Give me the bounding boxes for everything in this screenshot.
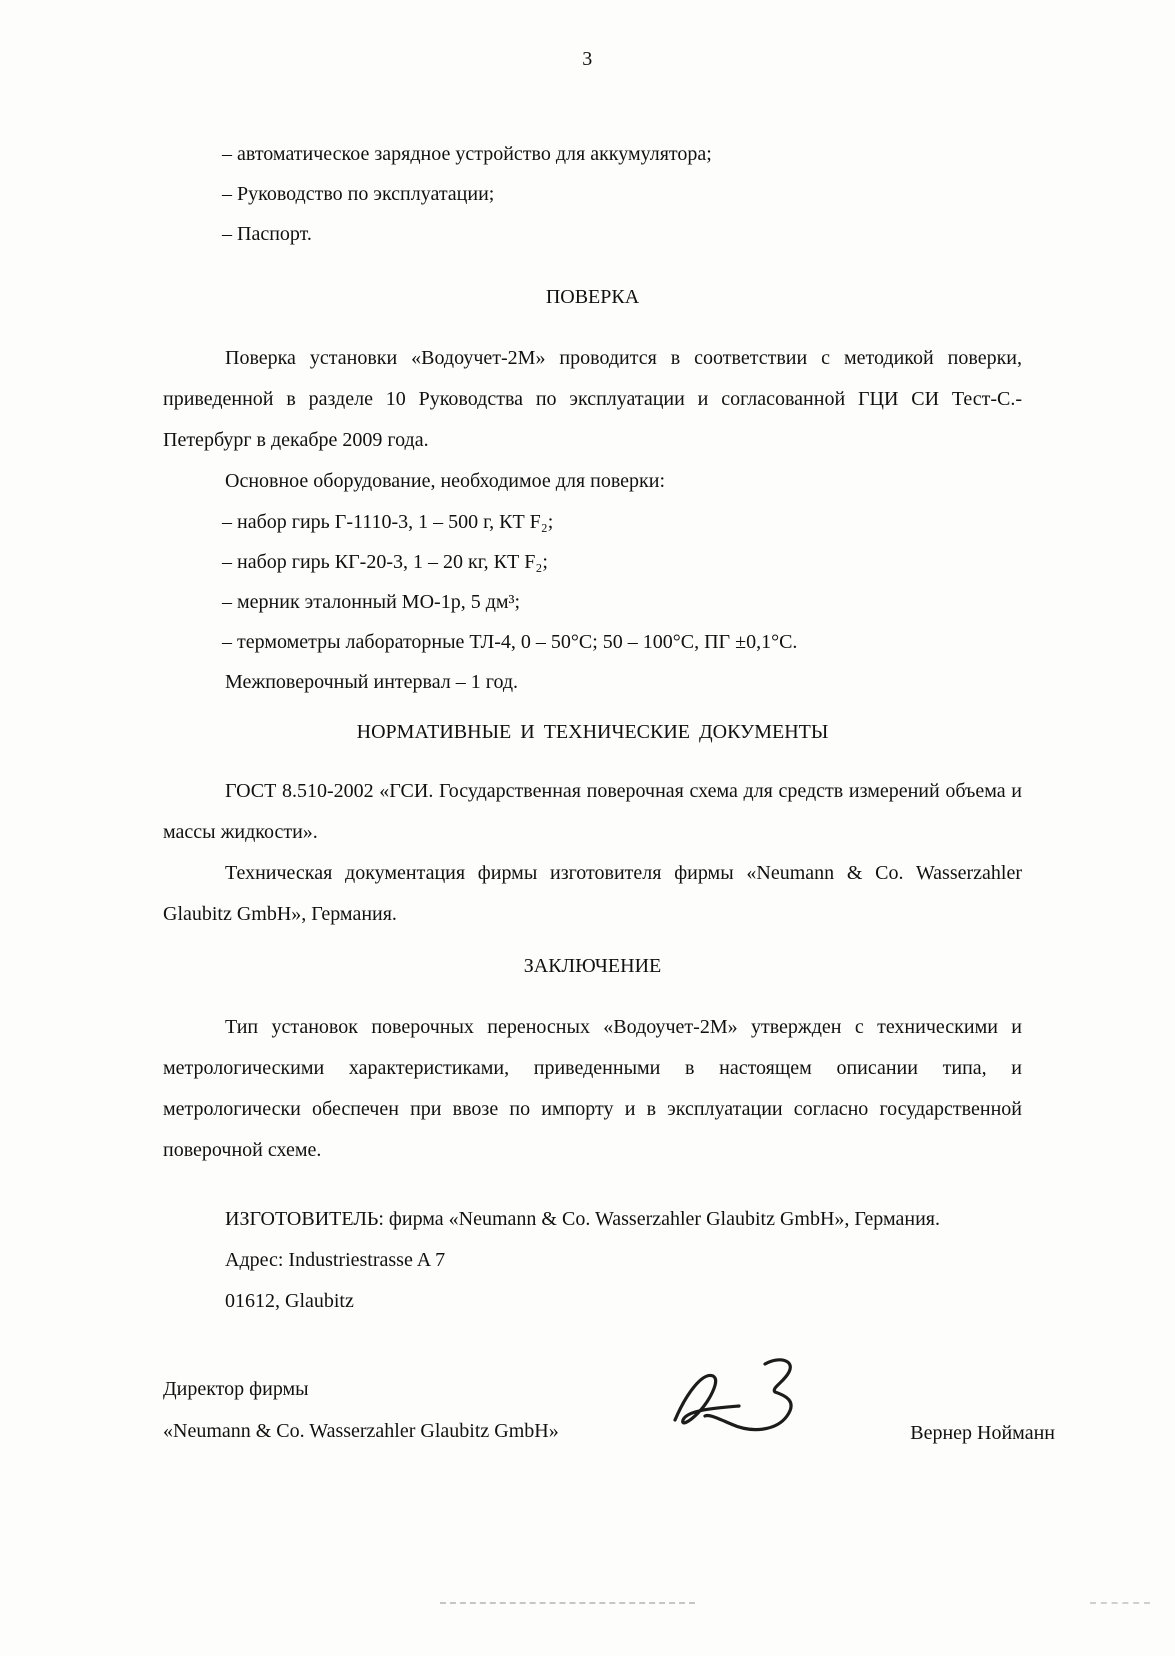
scan-artifact-line [440, 1602, 695, 1604]
signature-block [163, 1368, 1055, 1466]
list-item: – термометры лабораторные ТЛ-4, 0 – 50°С; 50 – 100°С, ПГ ±0,1°С. [222, 631, 798, 653]
manufacturer-block [163, 1199, 1022, 1322]
equipment-list [163, 502, 1022, 662]
signature-icon [669, 1354, 819, 1446]
section-heading-normative: НОРМАТИВНЫЕ И ТЕХНИЧЕСКИЕ ДОКУМЕНТЫ [356, 721, 829, 743]
director-title [163, 1368, 559, 1452]
list-item: – набор гирь КГ-20-3, 1 – 20 кг, КТ F₂; [222, 551, 548, 573]
accessories-list [163, 134, 1022, 254]
signer-name: Вернер Нойманн [910, 1422, 1055, 1444]
list-item: – мерник эталонный МО-1р, 5 дм³; [222, 591, 521, 613]
director-line: Директор фирмы [163, 1378, 309, 1400]
equipment-intro: Основное оборудование, необходимое для поверки: [225, 470, 666, 492]
section-heading-verification: ПОВЕРКА [545, 286, 640, 308]
verification-paragraph: Поверка установки «Водоучет-2М» проводится в соответствии с методикой поверки, приведенной в разделе 10 Руководства по эксплуатации и согласованной ГЦИ СИ Тест-С.-Петербург в декабре 2009 года. [163, 347, 1022, 451]
manufacturer-line: ИЗГОТОВИТЕЛЬ: фирма «Neumann & Co. Wasserzahler Glaubitz GmbH», Германия. [225, 1208, 940, 1230]
list-item: – автоматическое зарядное устройство для аккумулятора; [222, 143, 712, 165]
manufacturer-address-line: Адрес: Industriestrasse A 7 [225, 1249, 446, 1271]
list-item: – Паспорт. [222, 223, 312, 245]
document-content [0, 134, 1175, 1322]
page-number: 3 [582, 48, 593, 70]
manufacturer-city-line: 01612, Glaubitz [225, 1290, 354, 1312]
list-item: – Руководство по эксплуатации; [222, 183, 495, 205]
normative-paragraph-tech: Техническая документация фирмы изготовителя фирмы «Neumann & Co. Wasserzahler Glaubitz GmbH», Германия. [163, 862, 1022, 925]
list-item: – набор гирь Г-1110-3, 1 – 500 г, КТ F₂; [222, 511, 554, 533]
interval-line: Межповерочный интервал – 1 год. [225, 671, 519, 693]
director-company-line: «Neumann & Co. Wasserzahler Glaubitz GmbH» [163, 1420, 559, 1442]
section-heading-conclusion: ЗАКЛЮЧЕНИЕ [523, 955, 662, 977]
normative-paragraph-gost: ГОСТ 8.510-2002 «ГСИ. Государственная поверочная схема для средств измерений объема и массы жидкости». [163, 780, 1022, 843]
handwritten-signature [669, 1354, 819, 1452]
scan-artifact-line [1090, 1602, 1150, 1604]
conclusion-paragraph: Тип установок поверочных переносных «Водоучет-2М» утвержден с техническими и метрологическими характеристиками, приведенными в настоящем описании типа, и метрологически обеспечен при ввозе по импорту и в эксплуатации согласно государственной поверочной схеме. [163, 1016, 1022, 1161]
